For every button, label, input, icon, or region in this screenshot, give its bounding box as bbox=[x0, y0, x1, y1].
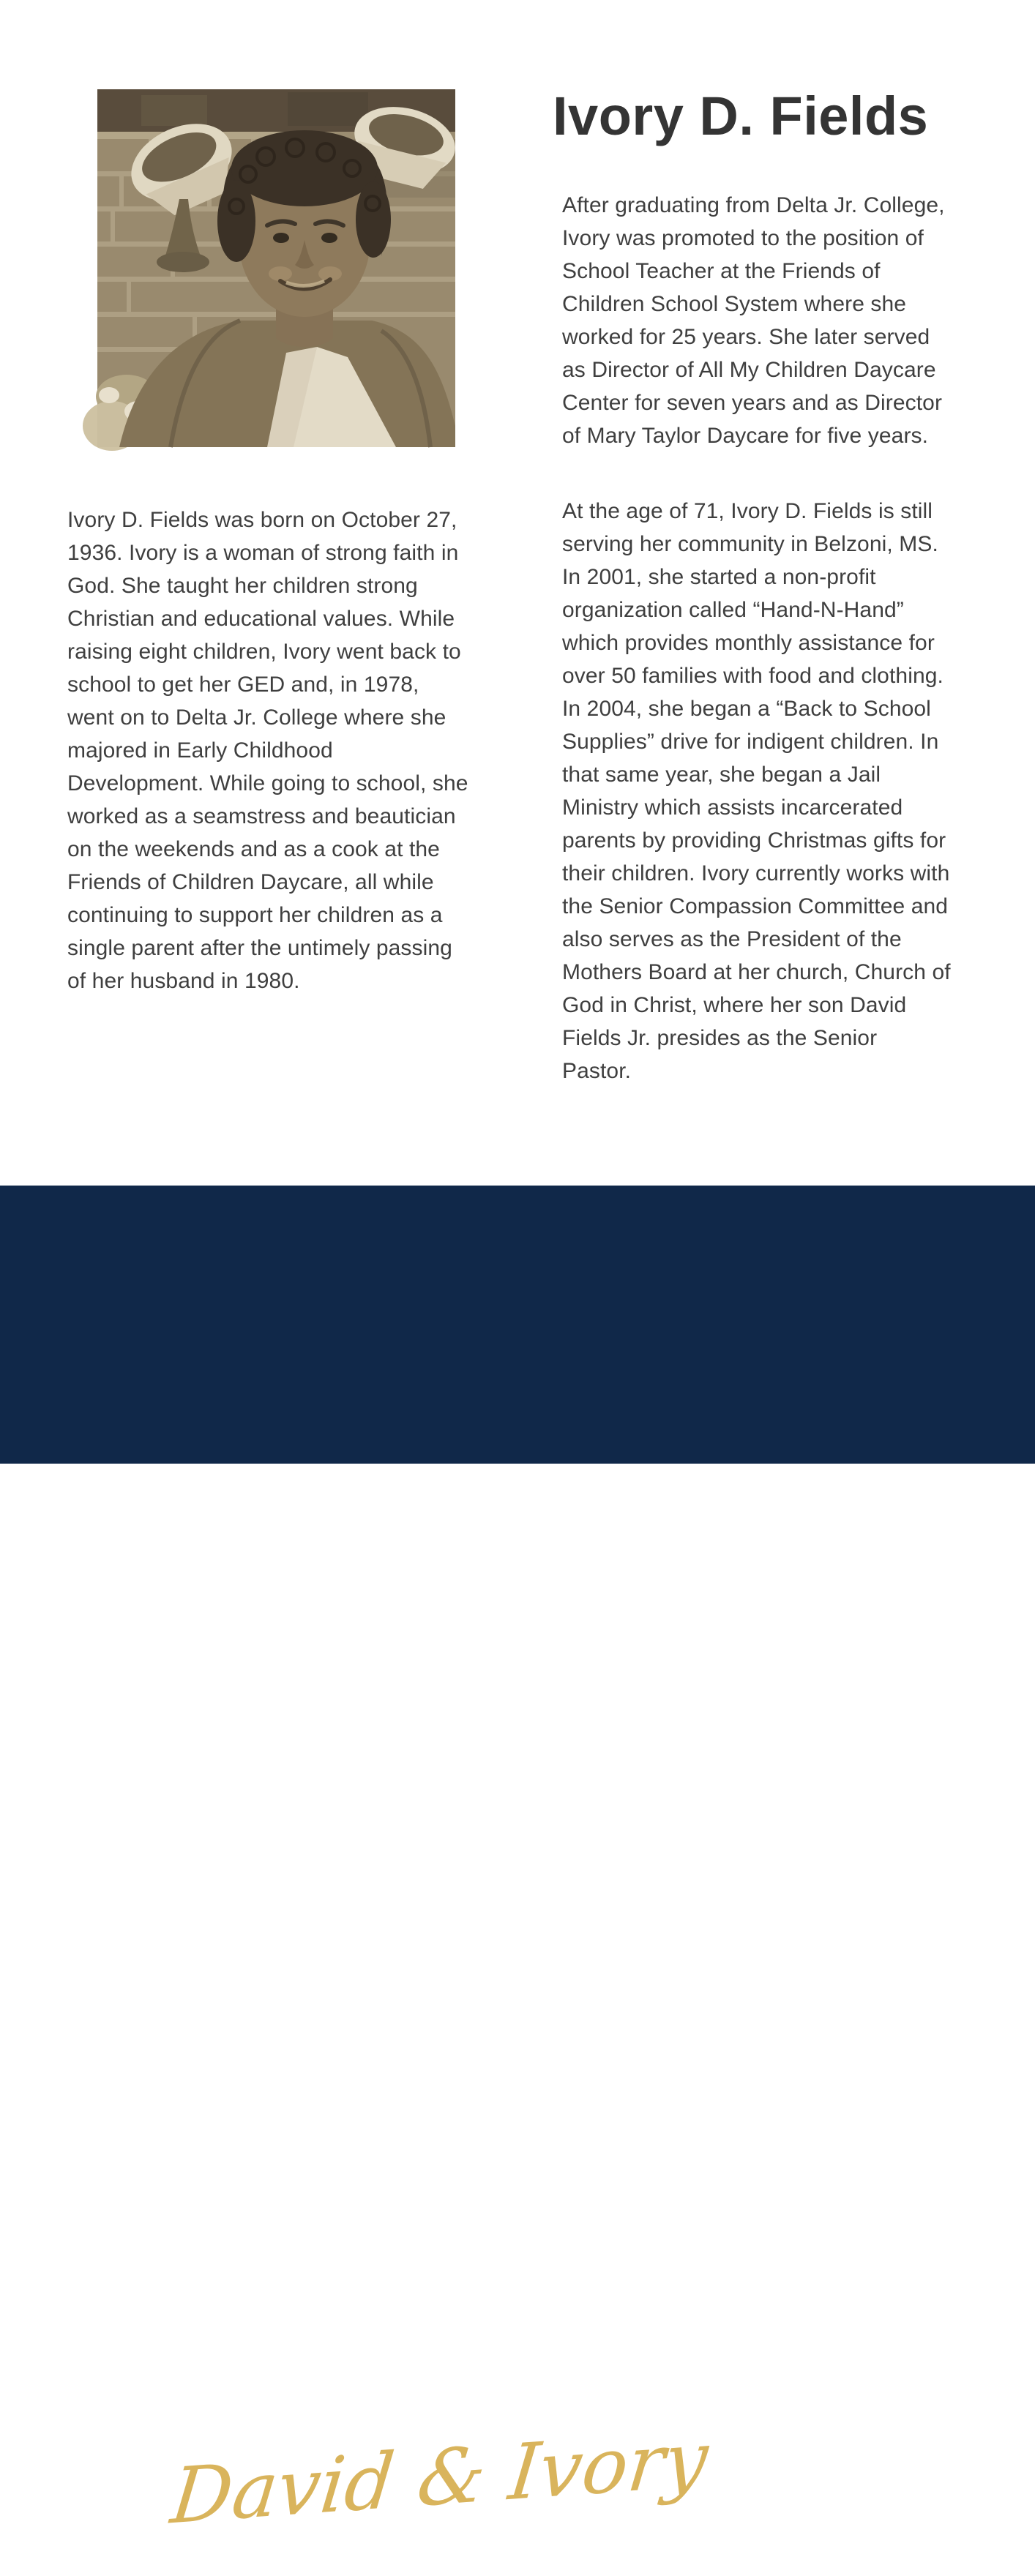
signature-text: David & Ivory bbox=[167, 2414, 712, 2542]
bio-column-right bbox=[562, 189, 952, 1130]
bio-paragraph-left: Ivory D. Fields was born on October 27, 1936. Ivory is a woman of strong faith in God. She taught her children strong Christian and educational values. While raising eight children, Ivory went back to school to get her GED and, in 1978, went on to Delta Jr. College where she majored in Early Childhood Development. While going to school, she worked as a seamstress and beautician on the weekends and as a cook at the Friends of Children Daycare, all while continuing to support her children as a single parent after the untimely passing of her husband in 1980. bbox=[67, 508, 468, 993]
portrait-photo bbox=[97, 89, 455, 447]
bio-paragraph-right-2: At the age of 71, Ivory D. Fields is still serving her community in Belzoni, MS. In 2001, she started a non-profit organization called “Hand-N-Hand” which provides monthly assistance for over 50 families with food and clothing. In 2004, she began a “Back to School Supplies” drive for indigent children. In that same year, she began a Jail Ministry which assists incarcerated parents by providing Christmas gifts for their children. Ivory currently works with the Senior Compassion Committee and also serves as the President of the Mothers Board at her church, Church of God in Christ, where her son David Fields Jr. presides as the Senior Pastor. bbox=[562, 499, 951, 1083]
bio-paragraph-right-1: After graduating from Delta Jr. College, Ivory was promoted to the position of School Teacher at the Friends of Children School System where she worked for 25 years. She later served as Director of All My Children Daycare Center for seven years and as Director of Mary Taylor Daycare for five years. bbox=[562, 193, 945, 448]
portrait-photo-illustration bbox=[97, 89, 455, 447]
page-title: Ivory D. Fields bbox=[553, 86, 929, 146]
bio-column-left bbox=[67, 503, 471, 1040]
footer-band bbox=[0, 1186, 1035, 2542]
signature-script bbox=[152, 2375, 712, 2576]
